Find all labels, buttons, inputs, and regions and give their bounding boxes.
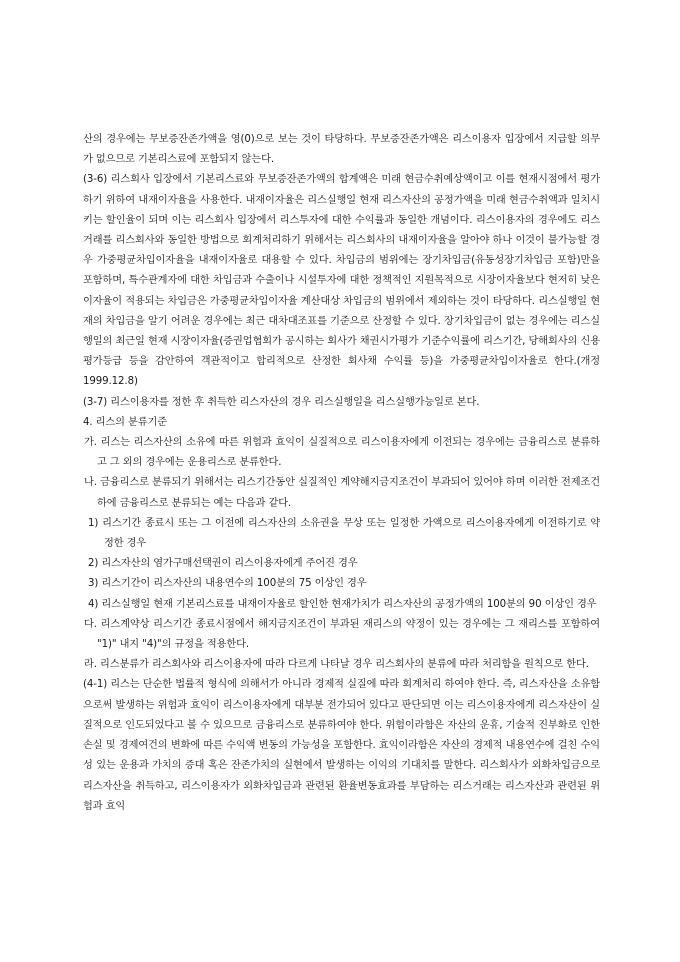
subclause-4: 4) 리스실행일 현재 기본리스료를 내재이자율로 할인한 현재가치가 리스자산의 공정가액의 100분의 90 이상인 경우 — [88, 598, 597, 610]
document-body — [83, 130, 600, 817]
paragraph-3-6: (3-6) 리스회사 입장에서 기본리스료와 무보증잔존가액의 합계액은 미래 현금수취예상액이고 이를 현재시점에서 평가하기 위하여 내재이자율을 사용한다. 내재이자율은 리스실행일 현재 리스자산의 공정가액을 미래 현금수취액과 일치시키는 할인율이 되며 이는 리스회사 입장에서 리스투자에 대한 수익률과 동일한 개념이다. 리스이용자의 경우에도 리스거래를 리스회사와 동일한 방법으로 회계처리하기 위해서는 리스회사의 내재이자율을 알아야 하나 이것이 불가능할 경우 가중평균차입이자율을 내재이자율로 대용할 수 있다. 차입금의 범위에는 장기차입금(유동성장기차입금 포함)만을 포함하며, 특수관계자에 대한 차입금과 수출이나 시설투자에 대한 정책적인 지원목적으로 시장이자율보다 현저히 낮은 이자율이 적용되는 차입금은 가중평균차입이자율 계산대상 차입금의 범위에서 제외하는 것이 타당하다. 리스실행일 현재의 차입금을 알기 어려운 경우에는 최근 대차대조표를 기준으로 산정할 수 있다. 장기차입금이 없는 경우에는 리스실행일의 최근일 현재 시장이자율(증권업협회가 공시하는 회사가 채권시가평가 기준수익률에 리스기간, 당해회사의 신용평가등급 등을 감안하여 객관적이고 합리적으로 산정한 회사채 수익률 등)을 가중평균차입이자율로 한다.(개정 1999.12.8) — [83, 174, 600, 388]
subclause-2: 2) 리스자산의 염가구매선택권이 리스이용자에게 주어진 경우 — [88, 558, 358, 570]
subclause-3: 3) 리스기간이 리스자산의 내용연수의 100분의 75 이상인 경우 — [88, 578, 367, 590]
paragraph-3-5-continued: 산의 경우에는 무보증잔존가액을 영(0)으로 보는 것이 타당하다. 무보증잔존가액은 리스이용자 입장에서 지급할 의무가 없으므로 기본리스료에 포함되지 않는다. — [83, 134, 600, 166]
clause-ra: 라. 리스분류가 리스회사와 리스이용자에 따라 다르게 나타날 경우 리스회사의 분류에 따라 처리함을 원칙으로 한다. — [84, 659, 589, 671]
clause-da: 다. 리스계약상 리스기간 종료시점에서 해지금지조건이 부과된 재리스의 약정이 있는 경우에는 그 재리스를 포함하여 "1)" 내지 "4)"의 규정을 적용한다. — [84, 618, 600, 651]
subclause-1: 1) 리스기간 종료시 또는 그 이전에 리스자산의 소유권을 무상 또는 일정한 가액으로 리스이용자에게 이전하기로 약정한 경우 — [88, 517, 600, 550]
section-heading-4: 4. 리스의 분류기준 — [83, 416, 167, 428]
clause-na: 나. 금융리스로 분류되기 위해서는 리스기간동안 실질적인 계약해지금지조건이 부과되어 있어야 하며 이러한 전제조건하에 금융리스로 분류되는 예는 다음과 같다. — [84, 477, 600, 509]
clause-ga: 가. 리스는 리스자산의 소유에 따른 위험과 효익이 실질적으로 리스이용자에게 이전되는 경우에는 금융리스로 분류하고 그 외의 경우에는 운용리스로 분류한다. — [84, 437, 600, 469]
paragraph-3-7: (3-7) 리스이용자를 정한 후 취득한 리스자산의 경우 리스실행일을 리스실행가능일로 본다. — [83, 396, 480, 408]
paragraph-4-1: (4-1) 리스는 단순한 법률적 형식에 의해서가 아니라 경제적 실질에 따라 회계처리 하여야 한다. 즉, 리스자산을 소유함으로써 발생하는 위험과 효익이 리스이용자에게 대부분 전가되어 있다고 판단되면 이는 리스이용자에게 리스자산이 실질적으로 인도되었다고 볼 수 있으므로 금융리스로 분류하여야 한다. 위험이라함은 자산의 운휴, 기술적 진부화로 인한 손실 및 경제여건의 변화에 따른 수익액 변동의 가능성을 포함한다. 효익이라함은 자산의 경제적 내용연수에 걸친 수익성 있는 운용과 가치의 증대 혹은 잔존가치의 실현에서 발생하는 이익의 기대치를 말한다. 리스회사가 외화차입금으로 리스자산을 취득하고, 리스이용자가 외화차입금과 관련된 환율변동효과를 부담하는 리스거래는 리스자산과 관련된 위험과 효익 — [83, 679, 600, 812]
